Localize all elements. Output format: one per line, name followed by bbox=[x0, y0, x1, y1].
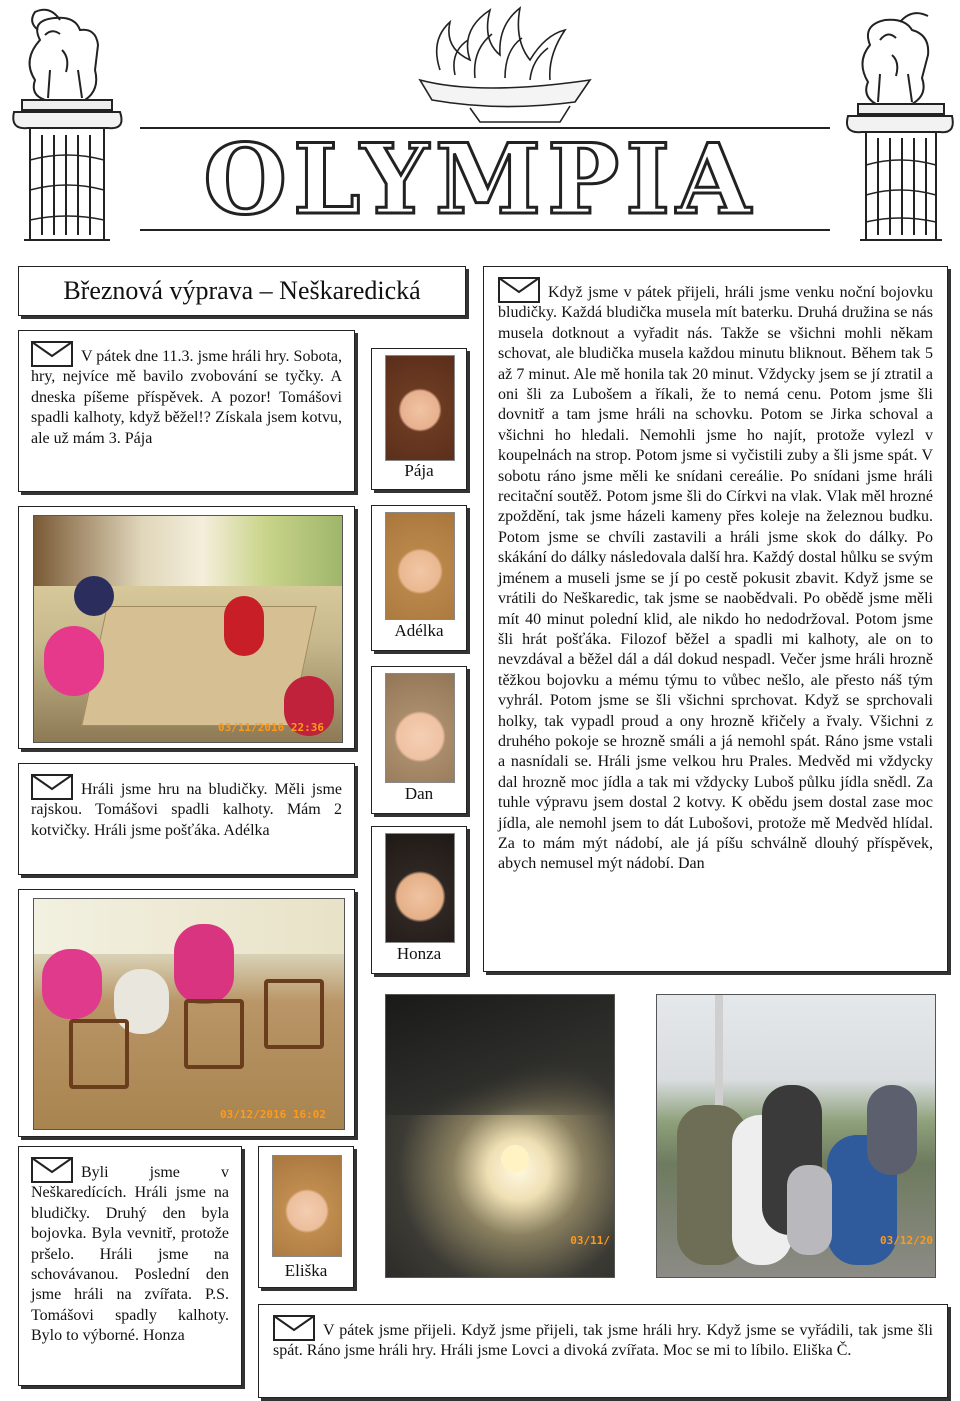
page-title: Březnová výprava – Neškaredická bbox=[63, 276, 421, 305]
note-dan bbox=[483, 266, 948, 972]
note-honza-text: Byli jsme v Neškaredících. Hráli jsme na bludičky. Druhý den byla bojovka. Byla vevnitř, protože pršelo. Hráli jsme na schovávanou. Poslední den jsme hráli na zvířata. P.S. Tomášovi spadly kalhoty. Bylo to výborné. Honza bbox=[31, 1164, 229, 1345]
portrait-dan bbox=[371, 666, 467, 814]
olympic-flame-icon bbox=[420, 8, 590, 122]
photo-stairs-stamp: 03/11/ bbox=[570, 1234, 610, 1247]
note-adelka bbox=[18, 763, 355, 875]
letter-envelope-icon bbox=[31, 774, 73, 800]
photo-group bbox=[656, 994, 936, 1278]
note-adelka-text: Hráli jsme hru na bludičky. Měli jsme rajskou. Tomášovi spadli kalhoty. Mám 2 kotvičky. Hráli jsme pošťáka. Adélka bbox=[31, 781, 342, 839]
letter-envelope-icon bbox=[31, 1157, 73, 1183]
letter-envelope-icon bbox=[31, 341, 73, 367]
photo-stairs bbox=[385, 994, 615, 1278]
headline-box bbox=[18, 266, 466, 316]
letter-envelope-icon bbox=[273, 1315, 315, 1341]
masthead bbox=[0, 0, 960, 255]
photo-classroom-stamp: 03/11/2016 22:36 bbox=[218, 721, 324, 734]
portrait-eliska-photo bbox=[272, 1155, 342, 1257]
photo-group-stamp: 03/12/20 bbox=[880, 1234, 933, 1247]
portrait-honza-photo bbox=[385, 833, 455, 943]
portrait-adelka-photo bbox=[385, 512, 455, 620]
photo-classroom bbox=[33, 515, 343, 743]
note-paja bbox=[18, 330, 355, 492]
portrait-paja-photo bbox=[385, 355, 455, 461]
note-eliska-text: V pátek jsme přijeli. Když jsme přijeli, tak jsme hráli hry. Když jsme se vyřádili, tak jsme šli spát. Ráno jsme hráli hry. Hráli jsme Lovci a divoká zvířata. Moc se mi to líbilo. Eliška Č. bbox=[273, 1322, 933, 1360]
portrait-eliska bbox=[258, 1146, 354, 1288]
griffin-statue-icon bbox=[13, 10, 121, 240]
portrait-adelka-caption: Adélka bbox=[394, 621, 444, 640]
note-paja-text: V pátek dne 11.3. jsme hráli hry. Sobota, hry, nejvíce mě bavilo zvobování se tyčky. A dneska píšeme příspěvek. A pozor! Tomášovi spadli kalhoty, když běžel!? Získala jsem kotvu, ale už mám 3. Pája bbox=[31, 348, 342, 447]
portrait-honza bbox=[371, 826, 467, 974]
portrait-eliska-caption: Eliška bbox=[284, 1261, 328, 1280]
photo-classroom-frame bbox=[18, 506, 355, 749]
portrait-paja-caption: Pája bbox=[404, 461, 434, 480]
photo-chairs-frame bbox=[18, 889, 355, 1137]
note-dan-text: Když jsme v pátek přijeli, hráli jsme venku noční bojovku bludičky. Každá bludička musela mít baterku. Druhá družina se nás musela dotknout a vyřadit nás. Takže se všichni mohli někam schovat, ale bludička musela každou minutu bliknout. Během tak 5 až 7 minut. Ale mě honila tak 20 minut. Vždycky jsem se jí ztratil a oni šli za Lubošem a říkali, že to nemá cenu. Potom jsme šli dovnitř a tam jsme hráli na schovku. Potom se Jirka schoval a všichni ho hledali. Nemohli jsme ho najít, protože vylezl v koupelnách na strop. Potom jsme si vyčistili zuby a šli jsme spát. V sobotu ráno jsme měli ke snídani cereálie. Po snídani jsme hráli recitační soutěž. Potom jsme šli do Církvi na vlak. Vlak měl hrozné zpoždění, tak jsme házeli kameny přes koleje na železnou budku. Potom jsme se chvíli zastavili a hráli jsme skok do dálky. Po skákání do dálky následovala další hra. Každý dostal hůlku se svým jménem a museli jsme se jí po cestě pokusit zbavit. Když jsme se vrátili do Neškaredic, tak jsme se naobědvali. Po obědě jsme měli mít 40 minut polední klid, ale nikdo ho nedodržoval. Potom jsme šli hrát pošťáka. Filozof běžel a spadli mi kalhoty, ale on to nevzdával a běžel dál a dál dokud nespadl. Večer jsme hráli hrozně těžkou bojovku a mému týmu to vůbec nešlo, ale přesto náš tým vyhrál. Potom jsme se šli všichni sprchovat. Když se sprchovali holky, tak vypadl proud a ony hrozně křičely a řvaly. Všichni z druhého pokoje se hrozně smáli a já nemohl spát. Ráno jsme vstali a nasnídali se. Hráli jsme velkou hru Prales. Medvěd mi vždycky dal hrozně moc jídla a tak mi vždycky Luboš půlku jídla snědl. Za tuhle výpravu jsem dostal 2 kotvy. K obědu jsem dostal zase moc jídla, ale nemohl jsem to dát Lubošovi, protože mě Medvěd hlídal. Za to mám mýt nádobí, ale já píšu schválně dlouhý příspěvek, abych nemusel mýt nádobí. Dan bbox=[498, 284, 934, 873]
photo-chairs bbox=[33, 898, 345, 1130]
griffin-statue-icon-right bbox=[847, 13, 953, 240]
portrait-adelka bbox=[371, 505, 467, 651]
note-honza bbox=[18, 1146, 242, 1386]
portrait-dan-caption: Dan bbox=[404, 784, 434, 803]
photo-chairs-stamp: 03/12/2016 16:02 bbox=[220, 1108, 326, 1121]
letter-envelope-icon bbox=[498, 277, 540, 303]
portrait-honza-caption: Honza bbox=[396, 944, 442, 963]
masthead-title: OLYMPIA bbox=[203, 123, 757, 236]
portrait-dan-photo bbox=[385, 673, 455, 783]
portrait-paja bbox=[371, 348, 467, 490]
note-eliska bbox=[258, 1304, 948, 1398]
